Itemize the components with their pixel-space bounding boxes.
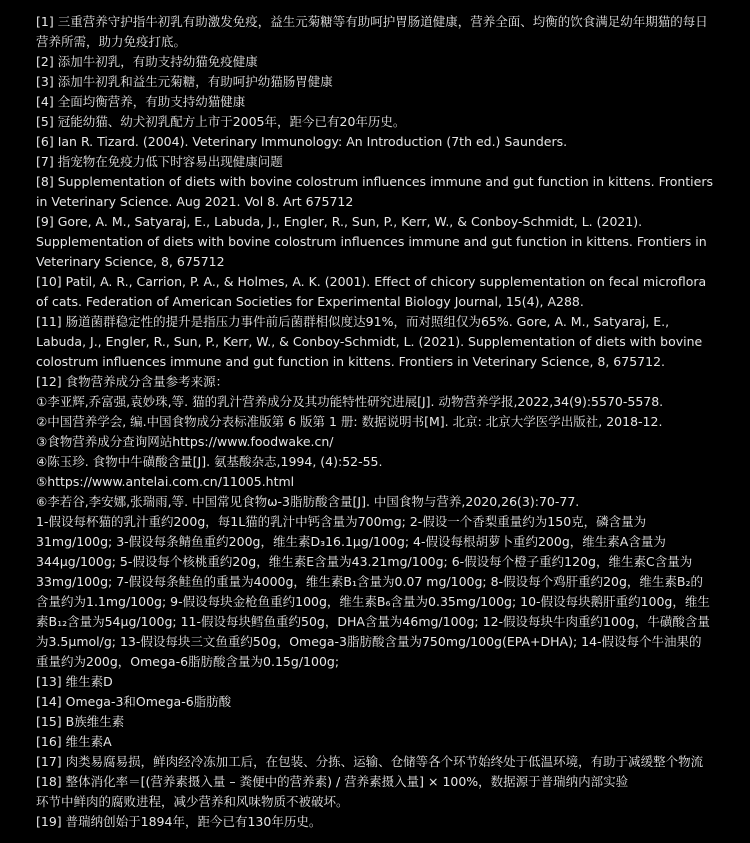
reference-text: ②中国营养学会, 编.中国食物成分表标准版第 6 版第 1 册: 数据说明书[M]. 北京: 北京大学医学出版社, 2018-12. (36, 414, 663, 429)
reference-text: 冠能幼猫、幼犬初乳配方上市于2005年，距今已有20年历史。 (57, 114, 406, 129)
reference-text: Omega-3和Omega-6脂肪酸 (65, 694, 232, 709)
reference-item (36, 812, 714, 832)
reference-number: [4] (36, 94, 54, 109)
reference-text: ④陈玉珍. 食物中牛磺酸含量[J]. 氨基酸杂志,1994, (4):52-55. (36, 454, 383, 469)
reference-item (36, 492, 714, 512)
reference-number: [8] (36, 174, 54, 189)
reference-item (36, 172, 714, 212)
reference-item (36, 372, 714, 392)
reference-item (36, 92, 714, 112)
reference-number: [15] (36, 714, 62, 729)
reference-item (36, 472, 714, 492)
reference-number: [3] (36, 74, 54, 89)
reference-number: [13] (36, 674, 62, 689)
reference-number: [1] (36, 14, 54, 29)
reference-number: [14] (36, 694, 62, 709)
reference-text: 添加牛初乳和益生元菊糖，有助呵护幼猫肠胃健康 (57, 74, 333, 89)
reference-item (36, 452, 714, 472)
reference-text: 三重营养守护指牛初乳有助激发免疫，益生元菊糖等有助呵护胃肠道健康，营养全面、均衡的饮食满足幼年期猫的每日营养所需，助力免疫打底。 (36, 14, 708, 49)
reference-item (36, 52, 714, 72)
reference-text: 指宠物在免疫力低下时容易出现健康问题 (57, 154, 283, 169)
reference-item (36, 432, 714, 452)
reference-text: 维生素D (65, 674, 113, 689)
reference-item (36, 412, 714, 432)
reference-text: 肠道菌群稳定性的提升是指压力事件前后菌群相似度达91%，而对照组仅为65%. Gore, A. M., Satyaraj, E., Labuda, J., Engler, R., Sun, P., Kerr, W., & Conboy-Schmidt, L. (2021). Supplementation of diets with bovine colostrum influences immune and gut function in kittens. Frontiers in Veterinary Science, 8, 675712. (36, 314, 703, 369)
reference-item (36, 272, 714, 312)
reference-text: 食物营养成分含量参考来源： (65, 374, 229, 389)
reference-item (36, 12, 714, 52)
reference-item (36, 512, 714, 672)
reference-number: [17] (36, 754, 62, 769)
reference-text: Gore, A. M., Satyaraj, E., Labuda, J., Engler, R., Sun, P., Kerr, W., & Conboy-Schmidt, L. (2021). Supplementation of diets with bovine colostrum influences immune and gut function in kittens. Frontiers in Veterinary Science, 8, 675712 (36, 214, 707, 269)
reference-number: [11] (36, 314, 62, 329)
reference-text: 普瑞纳创始于1894年，距今已有130年历史。 (65, 814, 322, 829)
reference-item (36, 672, 714, 692)
reference-number: [16] (36, 734, 62, 749)
reference-text: 全面均衡营养，有助支持幼猫健康 (57, 94, 246, 109)
reference-number: [7] (36, 154, 54, 169)
reference-item (36, 732, 714, 752)
reference-item (36, 152, 714, 172)
reference-item (36, 72, 714, 92)
reference-item (36, 692, 714, 712)
reference-item (36, 792, 714, 812)
reference-item (36, 212, 714, 272)
reference-item (36, 392, 714, 412)
reference-text: 维生素A (65, 734, 112, 749)
reference-number: [9] (36, 214, 54, 229)
reference-text: 1-假设每杯猫的乳汁重约200g，每1L猫的乳汁中钙含量为700mg; 2-假设一个香梨重量约为150克，磷含量为31mg/100g; 3-假设每条鲭鱼重约200g，维生素D₃16.1μg/100g; 4-假设每根胡萝卜重约200g，维生素A含量为344μg/100g; 5-假设每个核桃重约20g，维生素E含量为43.21mg/100g; 6-假设每个橙子重约120g，维生素C含量为33mg/100g; 7-假设每条鲑鱼的重量为4000g，维生素B₁含量为0.07 mg/100g; 8-假设每个鸡肝重约20g，维生素B₂的含量约为1.1mg/100g; 9-假设每块金枪鱼重约100g，维生素B₆含量为0.35mg/100g; 10-假设每块鹅肝重约100g，维生素B₁₂含量为54μg/100g; 11-假设每块鳕鱼重约50g，DHA含量为46mg/100g; 12-假设每块牛肉重约100g，牛磺酸含量为3.5μmol/g; 13-假设每块三文鱼重约50g，Omega-3脂肪酸含量为750mg/100g(EPA+DHA); 14-假设每个牛油果的重量约为200g，Omega-6脂肪酸含量为0.15g/100g; (36, 514, 710, 669)
reference-item (36, 132, 714, 152)
reference-text: 肉类易腐易损，鲜肉经冷冻加工后，在包装、分拣、运输、仓储等各个环节始终处于低温环境，有助于减缓整个物流 (65, 754, 704, 769)
reference-item (36, 112, 714, 132)
reference-text: Ian R. Tizard. (2004). Veterinary Immunology: An Introduction (7th ed.) Saunders. (57, 134, 568, 149)
reference-text: ③食物营养成分查询网站https://www.foodwake.cn/ (36, 434, 334, 449)
reference-number: [10] (36, 274, 62, 289)
reference-number: [2] (36, 54, 54, 69)
reference-text: 整体消化率＝[(营养素摄入量 – 粪便中的营养素) / 营养素摄入量] × 100%，数据源于普瑞纳内部实验 (65, 774, 629, 789)
reference-item (36, 712, 714, 732)
reference-number: [6] (36, 134, 54, 149)
reference-text: ⑥李若谷,李安娜,张瑞雨,等. 中国常见食物ω-3脂肪酸含量[J]. 中国食物与营养,2020,26(3):70-77. (36, 494, 580, 509)
reference-list (36, 12, 714, 832)
reference-number: [5] (36, 114, 54, 129)
reference-text: 环节中鲜肉的腐败进程，减少营养和风味物质不被破坏。 (36, 794, 349, 809)
reference-item (36, 752, 714, 772)
reference-text: ①李亚辉,乔富强,袁妙珠,等. 猫的乳汁营养成分及其功能特性研究进展[J]. 动物营养学报,2022,34(9):5570-5578. (36, 394, 664, 409)
reference-number: [18] (36, 774, 62, 789)
reference-number: [19] (36, 814, 62, 829)
reference-item (36, 772, 714, 792)
reference-text: Supplementation of diets with bovine colostrum influences immune and gut function in kittens. Frontiers in Veterinary Science. Aug 2021. Vol 8. Art 675712 (36, 174, 713, 209)
reference-item (36, 312, 714, 372)
reference-text: 添加牛初乳，有助支持幼猫免疫健康 (57, 54, 258, 69)
reference-text: ⑤https://www.antelai.com.cn/11005.html (36, 474, 295, 489)
reference-number: [12] (36, 374, 62, 389)
reference-text: B族维生素 (65, 714, 125, 729)
reference-text: Patil, A. R., Carrion, P. A., & Holmes, A. K. (2001). Effect of chicory supplementation on fecal microflora of cats. Federation of American Societies for Experimental Biology Journal, 15(4), A288. (36, 274, 707, 309)
